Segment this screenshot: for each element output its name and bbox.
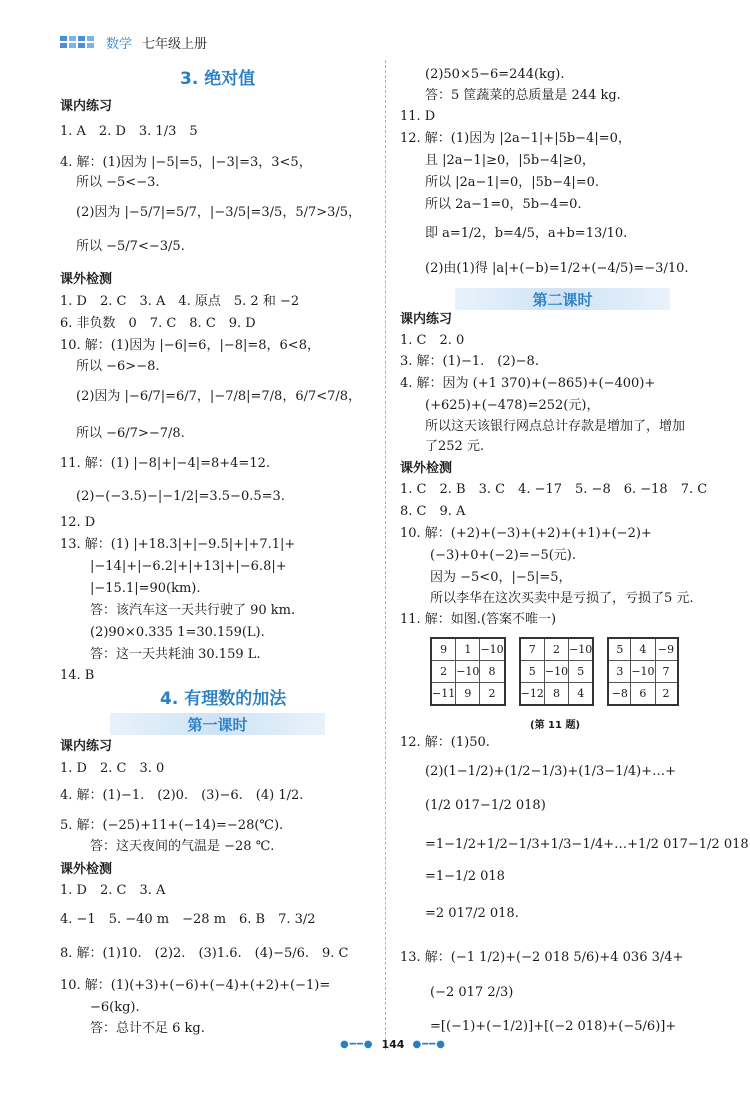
grid-cell: 7 (520, 638, 545, 661)
header-logo-icon (60, 36, 94, 48)
grid-cell: 9 (456, 683, 480, 706)
grid-cell: 5 (608, 638, 631, 661)
grid-cell: 5 (520, 661, 545, 683)
magic-square-2 (519, 637, 595, 706)
answer-line: (−2 017 2/3) (430, 985, 514, 1000)
grid-cell: 4 (569, 683, 594, 706)
grid-cell: −9 (655, 638, 678, 661)
answer-line: 14. B (60, 668, 95, 683)
answer-line: =[(−1)+(−1/2)]+[(−2 018)+(−5/6)]+ (430, 1019, 677, 1034)
answer-line: =1−1/2+1/2−1/3+1/3−1/4+…+1/2 017−1/2 018 (425, 837, 749, 852)
answer-line: =1−1/2 018 (425, 869, 505, 884)
footer-decoration-icon: ●━━● (340, 1039, 374, 1050)
lesson-title: 第一课时 (110, 713, 325, 735)
answer-line: 4. −1 5. −40 m −28 m 6. B 7. 3/2 (60, 912, 316, 927)
answer-line: 4. 解：(1)因为 |−5|=5，|−3|=3，3<5， (60, 155, 312, 170)
section-heading: 课外检测 (400, 461, 453, 476)
answer-line: (2)90×0.335 1=30.159(L). (90, 625, 265, 640)
grid-cell: 2 (431, 661, 456, 683)
answer-line: 答：总计不足 6 kg. (90, 1021, 205, 1036)
section-heading: 课外检测 (60, 862, 113, 877)
header-grade: 七年级上册 (142, 36, 208, 52)
answer-line: 1. C 2. 0 (400, 333, 465, 348)
answer-line: (2)因为 |−5/7|=5/7，|−3/5|=3/5，5/7>3/5， (76, 205, 362, 220)
answer-line: |−14|+|−6.2|+|+13|+|−6.8|+ (90, 559, 287, 574)
answer-line: 所以这天该银行网点总计存款是增加了，增加 (425, 419, 686, 434)
figure-caption: (第 11 题) (530, 720, 581, 731)
answer-line: 所以李华在这次买卖中是亏损了，亏损了5 元. (430, 591, 694, 606)
grid-cell: −10 (569, 638, 594, 661)
answer-line: 10. 解：(1)(+3)+(−6)+(−4)+(+2)+(−1)= (60, 978, 331, 993)
answer-line: 13. 解：(1) |+18.3|+|−9.5|+|+7.1|+ (60, 537, 296, 552)
section-title: 4. 有理数的加法 (160, 689, 287, 709)
answer-line: (−3)+0+(−2)=−5(元). (430, 548, 577, 563)
page-number: 144 (381, 1038, 405, 1051)
grid-cell: 6 (631, 683, 655, 706)
answer-line: 10. 解：(1)因为 |−6|=6，|−8|=8，6<8， (60, 338, 320, 353)
answer-line: 12. 解：(1)50. (400, 735, 490, 750)
grid-cell: 8 (480, 661, 505, 683)
answer-line: 1. A 2. D 3. 1/3 5 (60, 124, 198, 139)
answer-line: 所以 −6>−8. (76, 359, 160, 374)
answer-line: (+625)+(−478)=252(元)， (425, 398, 600, 413)
answer-line: 所以 −6/7>−7/8. (76, 426, 185, 441)
section-heading: 课内练习 (400, 312, 453, 327)
answer-line: 1. D 2. C 3. 0 (60, 761, 165, 776)
answer-line: 1. D 2. C 3. A (60, 883, 166, 898)
answer-line: 11. D (400, 109, 436, 124)
magic-square-1 (430, 637, 506, 706)
grid-cell: −12 (520, 683, 545, 706)
grid-cell: −11 (431, 683, 456, 706)
answer-line: 即 a=1/2，b=4/5，a+b=13/10. (425, 226, 628, 241)
magic-square-figures (430, 637, 679, 706)
answer-line: 10. 解：(+2)+(−3)+(+2)+(+1)+(−2)+ (400, 526, 652, 541)
grid-cell: 2 (480, 683, 505, 706)
answer-line: 8. C 9. A (400, 504, 466, 519)
answer-line: 4. 解：因为 (+1 370)+(−865)+(−400)+ (400, 376, 656, 391)
answer-line: (2)由(1)得 |a|+(−b)=1/2+(−4/5)=−3/10. (425, 261, 689, 276)
answer-line: 12. 解：(1)因为 |2a−1|+|5b−4|=0， (400, 131, 631, 146)
answer-line: 1. C 2. B 3. C 4. −17 5. −8 6. −18 7. C (400, 482, 708, 497)
answer-line: 3. 解：(1)−1. (2)−8. (400, 354, 539, 369)
answer-line: (2)(1−1/2)+(1/2−1/3)+(1/3−1/4)+…+ (425, 764, 676, 779)
answer-line: 6. 非负数 0 7. C 8. C 9. D (60, 316, 256, 331)
grid-cell: −10 (480, 638, 505, 661)
answer-line: 因为 −5<0，|−5|=5， (430, 570, 572, 585)
section-heading: 课内练习 (60, 739, 113, 754)
answer-line: |−15.1|=90(km). (90, 581, 201, 596)
grid-cell: −8 (608, 683, 631, 706)
magic-square-3 (607, 637, 678, 706)
answer-line: 4. 解：(1)−1. (2)0. (3)−6. (4) 1/2. (60, 788, 304, 803)
grid-cell: 2 (655, 683, 678, 706)
answer-line: (1/2 017−1/2 018) (425, 798, 546, 813)
section-heading: 课外检测 (60, 272, 113, 287)
answer-line: −6(kg). (90, 1000, 140, 1015)
answer-line: 所以 |2a−1|=0，|5b−4|=0. (425, 175, 600, 190)
grid-cell: 2 (544, 638, 568, 661)
answer-line: =2 017/2 018. (425, 906, 519, 921)
grid-cell: 8 (544, 683, 568, 706)
grid-cell: 3 (608, 661, 631, 683)
header-subject: 数学 (106, 36, 133, 52)
answer-line: 了252 元. (425, 439, 485, 454)
answer-line: 所以 −5/7<−3/5. (76, 239, 185, 254)
grid-cell: 9 (431, 638, 456, 661)
answer-line: 答：该汽车这一天共行驶了 90 km. (90, 603, 296, 618)
answer-line: 答：5 筐蔬菜的总质量是 244 kg. (425, 88, 621, 103)
answer-line: 11. 解：(1) |−8|+|−4|=8+4=12. (60, 456, 270, 471)
grid-cell: 7 (655, 661, 678, 683)
grid-cell: 5 (569, 661, 594, 683)
grid-cell: −10 (544, 661, 568, 683)
section-heading: 课内练习 (60, 99, 113, 114)
answer-line: 11. 解：如图.(答案不唯一) (400, 612, 557, 627)
answer-line: 且 |2a−1|≥0，|5b−4|≥0， (425, 153, 595, 168)
answer-line: 1. D 2. C 3. A 4. 原点 5. 2 和 −2 (60, 294, 300, 309)
footer-decoration-icon: ●━━● (412, 1039, 446, 1050)
grid-cell: 1 (456, 638, 480, 661)
page-footer (340, 1038, 446, 1051)
grid-cell: −10 (631, 661, 655, 683)
lesson-title: 第二课时 (455, 288, 670, 310)
answer-line: 答：这一天共耗油 30.159 L. (90, 647, 261, 662)
answer-line: (2)−(−3.5)−|−1/2|=3.5−0.5=3. (76, 489, 285, 504)
answer-line: 5. 解：(−25)+11+(−14)=−28(℃). (60, 818, 284, 833)
answer-line: 12. D (60, 515, 96, 530)
answer-line: 所以 −5<−3. (76, 175, 160, 190)
answer-line: 13. 解：(−1 1/2)+(−2 018 5/6)+4 036 3/4+ (400, 950, 684, 965)
grid-cell: 4 (631, 638, 655, 661)
grid-cell: −10 (456, 661, 480, 683)
answer-line: 8. 解：(1)10. (2)2. (3)1.6. (4)−5/6. 9. C (60, 946, 349, 961)
answer-line: 答：这天夜间的气温是 −28 ℃. (90, 839, 275, 854)
answer-line: 所以 2a−1=0，5b−4=0. (425, 197, 582, 212)
answer-line: (2)因为 |−6/7|=6/7，|−7/8|=7/8，6/7<7/8， (76, 389, 362, 404)
column-divider (385, 60, 386, 1050)
answer-line: (2)50×5−6=244(kg). (425, 67, 565, 82)
page-header (60, 30, 207, 54)
section-title: 3. 绝对值 (180, 69, 256, 89)
